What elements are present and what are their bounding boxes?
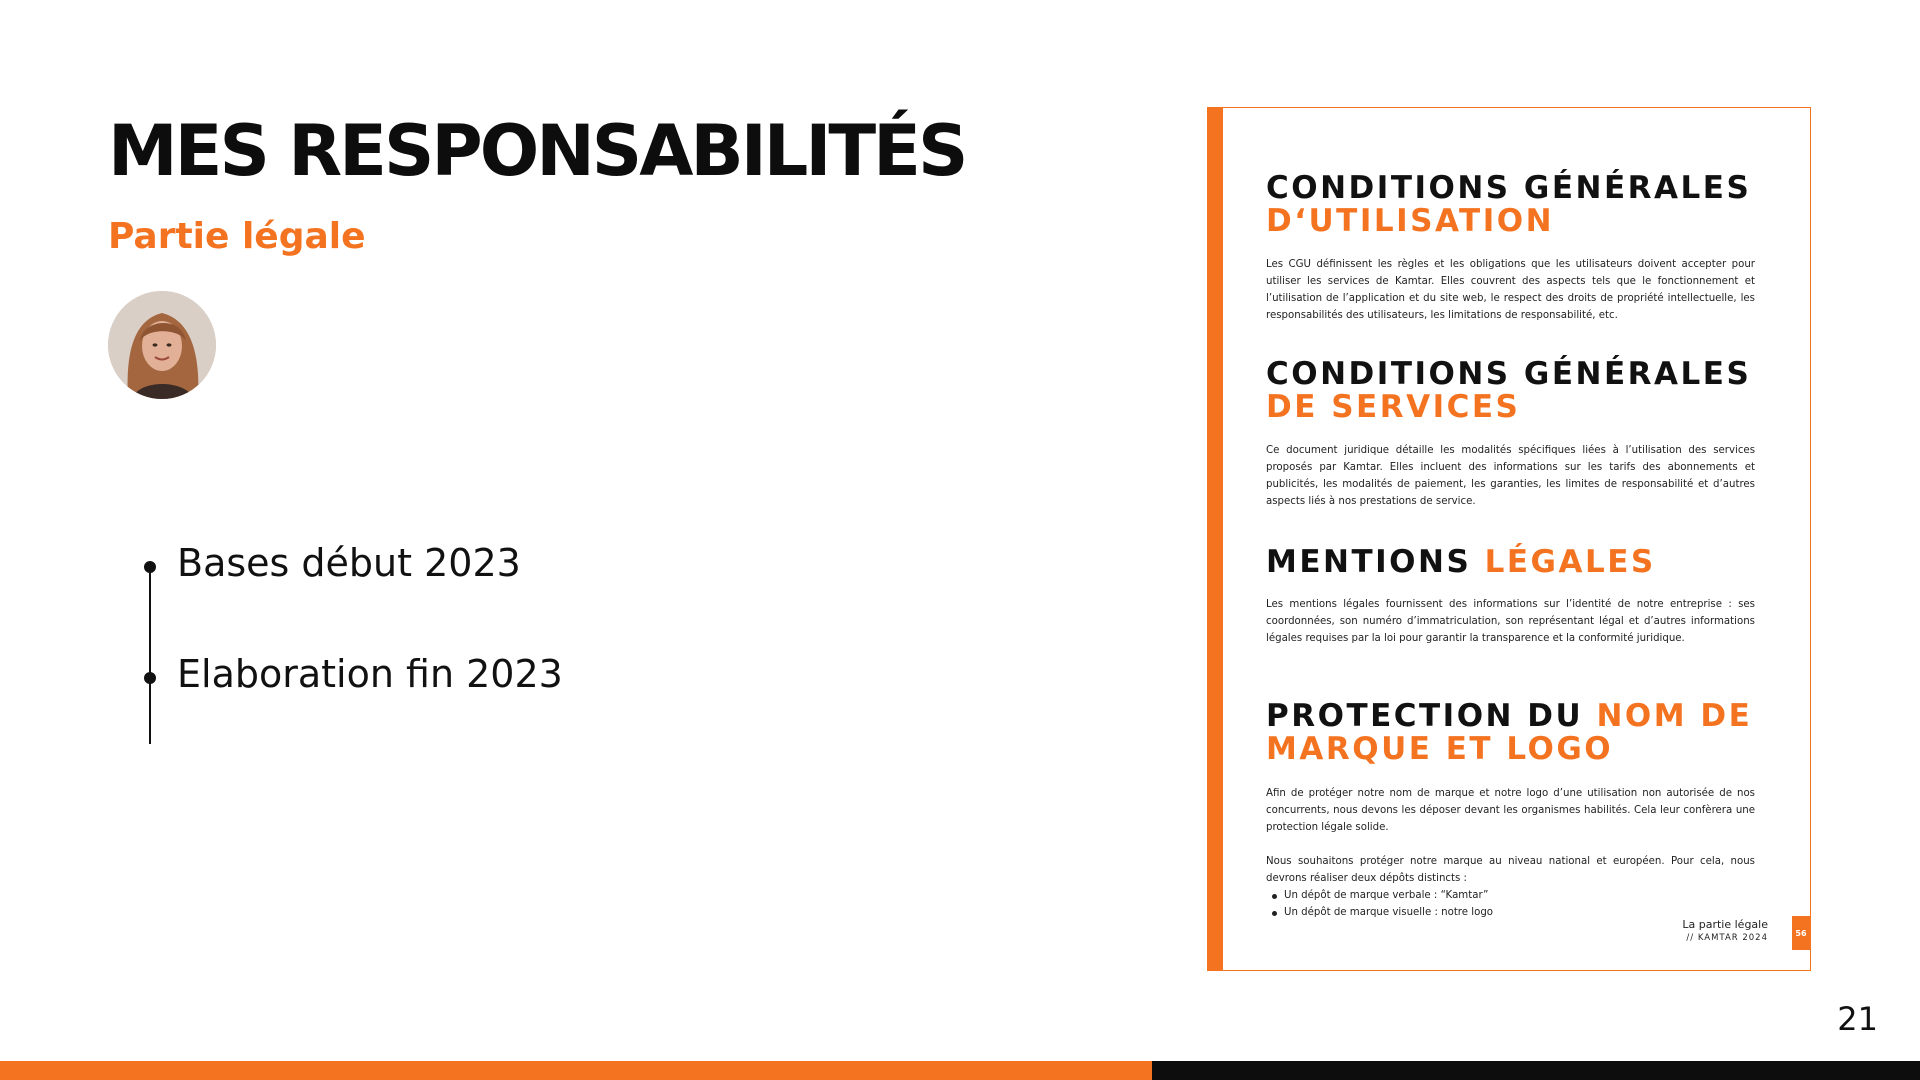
section-heading-mentions-black: MENTIONS [1266, 544, 1485, 580]
list-item: Un dépôt de marque verbale : “Kamtar” [1266, 887, 1493, 904]
document-accent-bar [1208, 108, 1223, 970]
document-footer-title: La partie légale [1682, 918, 1768, 931]
slide-title: MES RESPONSABILITÉS [108, 110, 966, 192]
section-heading-protection-line2: MARQUE ET LOGO [1266, 731, 1614, 767]
section-heading-protection-black: PROTECTION DU [1266, 698, 1597, 734]
section-body-cgu: Les CGU définissent les règles et les obligations que les utilisateurs doivent accepter pour utiliser les services de Kamtar. Elles couvrent des aspects tels que le fonctionnement et l’utilisation de l’application et du site web, le respect des droits de propriété intellectuelle, les responsabilités des utilisateurs, les limitations de responsabilité, etc. [1266, 259, 1755, 321]
section-heading-cgs-line2: DE SERVICES [1266, 389, 1521, 425]
bottom-bar-black [1152, 1061, 1920, 1080]
section-body-protection: Afin de protéger notre nom de marque et notre logo d’une utilisation non autorisée de nos concurrents, nous devons les déposer devant les organismes habilités. Cela leur confèrera une protection légale solide. [1266, 788, 1755, 833]
list-item: Un dépôt de marque visuelle : notre logo [1266, 904, 1493, 921]
document-page-preview [1207, 107, 1811, 971]
section-body-cgs: Ce document juridique détaille les modalités spécifiques liées à l’utilisation des services proposés par Kamtar. Elles incluent des informations sur les tarifs des abonnements et publicités, les modalités de paiement, les garanties, les limites de responsabilité et d’autres aspects liés à nos prestations de service. [1266, 445, 1755, 507]
section-heading-cgu-line2: D‘UTILISATION [1266, 203, 1555, 239]
section-heading-cgu [1266, 172, 1751, 238]
document-footer [1682, 917, 1768, 945]
bottom-bar-orange [0, 1061, 1152, 1080]
document-footer-subtitle: // KAMTAR 2024 [1686, 933, 1768, 943]
slide-number: 21 [1837, 1000, 1878, 1038]
timeline-item-elaboration: Elaboration fin 2023 [177, 652, 563, 696]
section-heading-protection [1266, 700, 1752, 766]
section-heading-protection-accent: NOM DE [1596, 698, 1753, 734]
section-heading-mentions-accent: LÉGALES [1484, 544, 1656, 580]
slide-subtitle: Partie légale [108, 216, 366, 257]
timeline-dot [144, 672, 156, 684]
section-body-mentions: Les mentions légales fournissent des informations sur l’identité de notre entreprise : ses coordonnées, son numéro d’immatriculation, son représentant légal et d’autres informations légales requises par la loi pour garantir la transparence et la conformité juridique. [1266, 599, 1755, 644]
section-heading-cgu-line1: CONDITIONS GÉNÉRALES [1266, 170, 1752, 206]
avatar [108, 291, 216, 399]
timeline-dot [144, 561, 156, 573]
section-body-protection-2: Nous souhaitons protéger notre marque au niveau national et européen. Pour cela, nous devrons réaliser deux dépôts distincts : [1266, 856, 1755, 884]
document-page-number: 56 [1792, 916, 1810, 950]
timeline-item-bases: Bases début 2023 [177, 541, 521, 585]
section-heading-mentions [1266, 546, 1656, 579]
timeline-line [149, 566, 151, 744]
protection-bullet-list [1266, 887, 1493, 921]
section-heading-cgs [1266, 358, 1751, 424]
section-heading-cgs-line1: CONDITIONS GÉNÉRALES [1266, 356, 1752, 392]
avatar-photo [108, 291, 216, 399]
